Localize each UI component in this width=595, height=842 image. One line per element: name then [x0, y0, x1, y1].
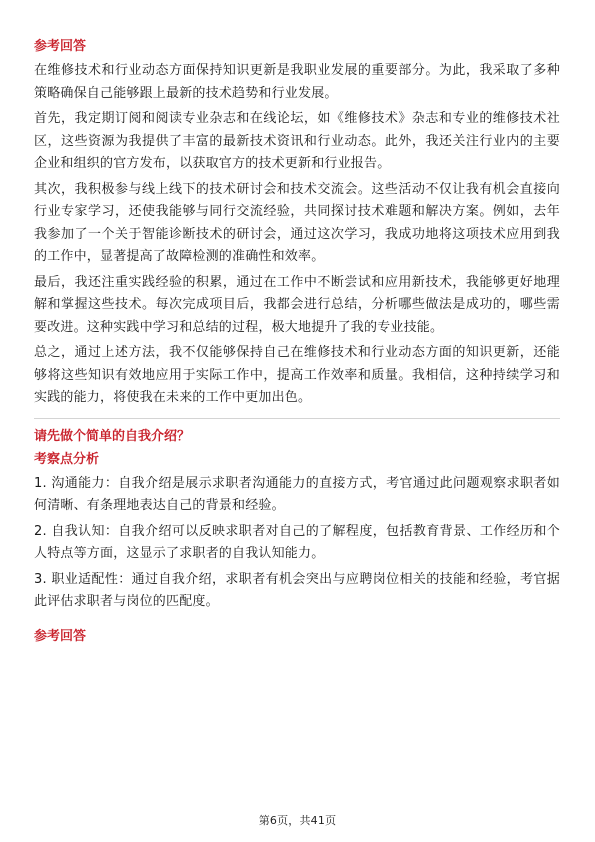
reference-answer-heading: 参考回答 — [34, 39, 87, 54]
answer-paragraph-4: 最后，我还注重实践经验的积累，通过在工作中不断尝试和应用新技术，我能够更好地理解和掌握这些技术。每次完成项目后，我都会进行总结，分析哪些做法是成功的，哪些需要改进。这种实践中学习和总结的过程，极大地提升了我的专业技能。 — [34, 274, 560, 335]
document-page — [34, 38, 560, 650]
answer-paragraph-1: 在维修技术和行业动态方面保持知识更新是我职业发展的重要部分。为此，我采取了多种策略确保自己能够跟上最新的技术趋势和行业发展。 — [34, 63, 560, 101]
interview-question: 请先做个简单的自我介绍？ — [34, 428, 191, 444]
section-divider — [34, 418, 560, 419]
reference-answer-heading-2: 参考回答 — [34, 628, 87, 644]
analysis-point-2: 2. 自我认知：自我介绍可以反映求职者对自己的了解程度，包括教育背景、工作经历和个人特点等方面，这显示了求职者的自我认知能力。 — [34, 523, 560, 561]
answer-paragraph-5: 总之，通过上述方法，我不仅能够保持自己在维修技术和行业动态方面的知识更新，还能够将这些知识有效地应用于实际工作中，提高工作效率和质量。我相信，这种持续学习和实践的能力，将使我在未来的工作中更加出色。 — [34, 345, 560, 405]
answer-paragraph-2: 首先，我定期订阅和阅读专业杂志和在线论坛，如《维修技术》杂志和专业的维修技术社区，这些资源为我提供了丰富的最新技术资讯和行业动态。此外，我还关注行业内的主要企业和组织的官方发布，以获取官方的技术更新和行业报告。 — [34, 111, 560, 171]
page-number: 第6页，共41页 — [258, 814, 337, 827]
answer-paragraph-3: 其次，我积极参与线上线下的技术研讨会和技术交流会。这些活动不仅让我有机会直接向行业专家学习，还使我能够与同行交流经验，共同探讨技术难题和解决方案。例如，去年我参加了一个关于智能诊断技术的研讨会，通过这次学习，我成功地将这项技术应用到我的工作中，显著提高了故障检测的准确性和效率。 — [34, 181, 560, 264]
page-footer — [0, 812, 595, 828]
analysis-heading: 考察点分析 — [34, 451, 100, 467]
analysis-point-1: 1. 沟通能力：自我介绍是展示求职者沟通能力的直接方式，考官通过此问题观察求职者如何清晰、有条理地表达自己的背景和经验。 — [34, 475, 560, 513]
analysis-point-3: 3. 职业适配性：通过自我介绍，求职者有机会突出与应聘岗位相关的技能和经验，考官据此评估求职者与岗位的匹配度。 — [34, 571, 560, 609]
